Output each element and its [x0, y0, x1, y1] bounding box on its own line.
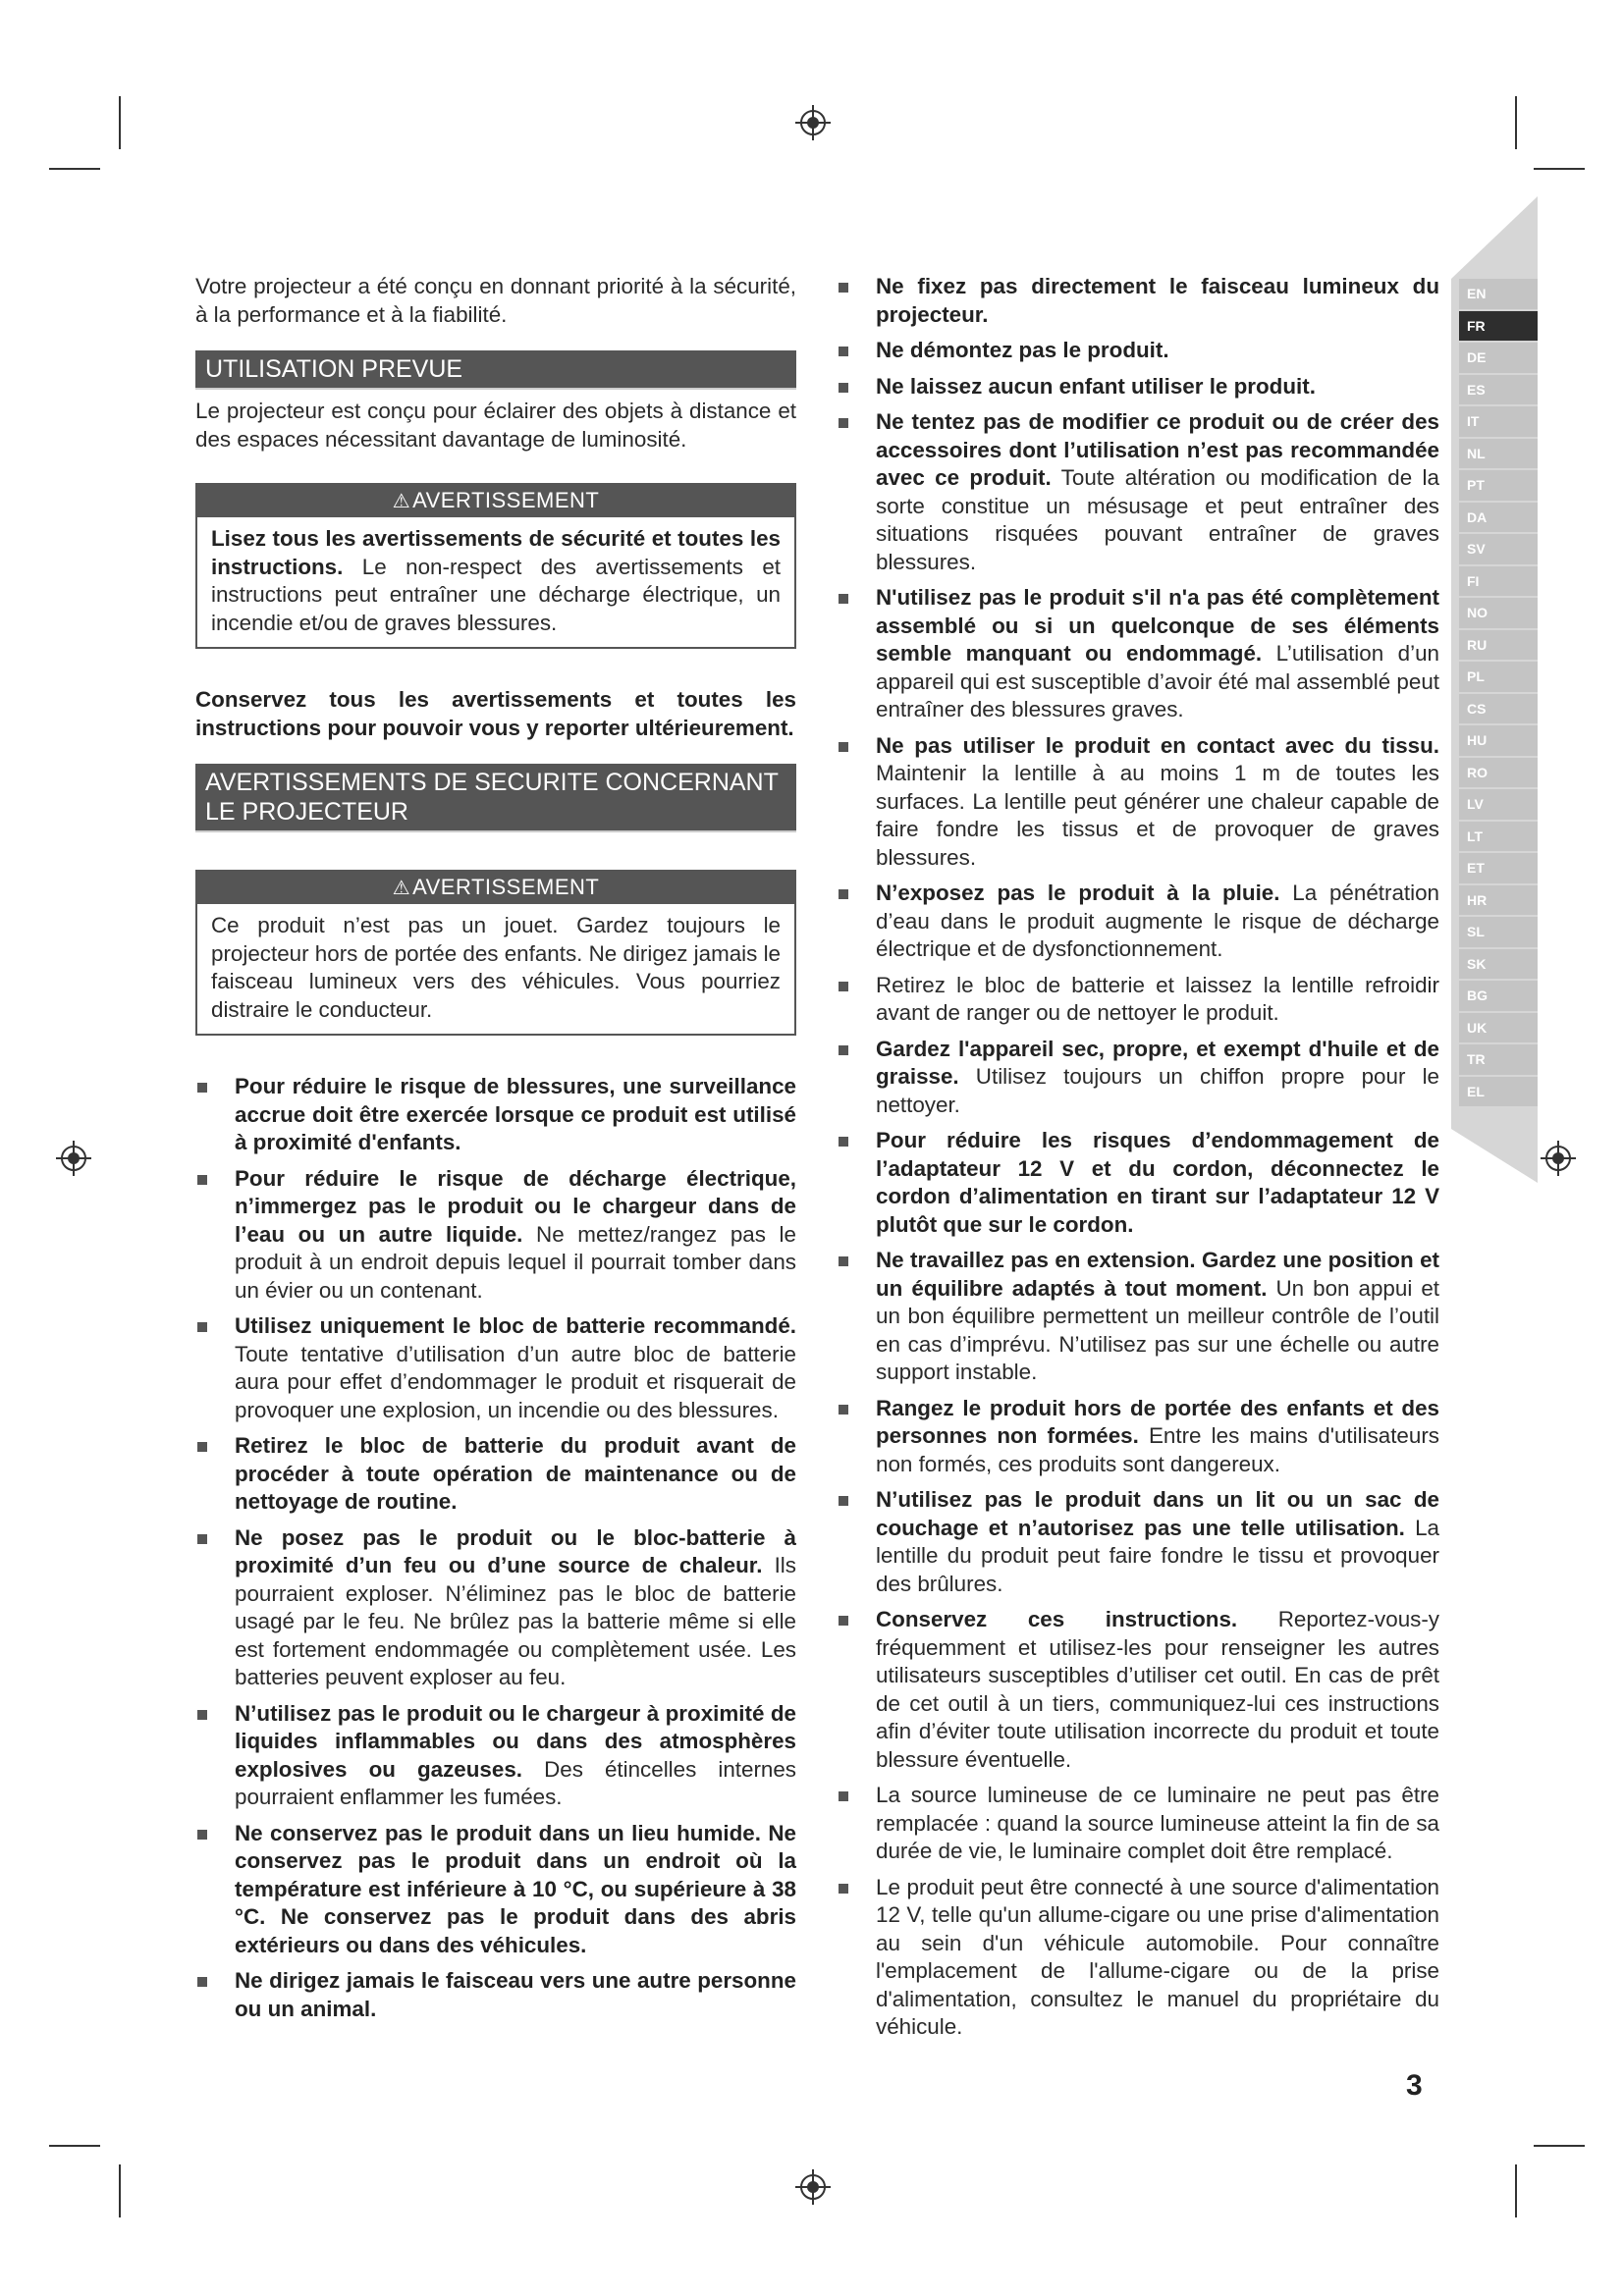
list-item-bold: N’utilisez pas le produit dans un lit ou un sac de couchage et n’autorisez pas une telle utilisation.	[876, 1487, 1439, 1540]
language-tab-tr: TR	[1459, 1044, 1538, 1075]
list-item	[837, 1395, 1439, 1479]
list-item-text: Ne mettez/rangez pas le produit à un endroit depuis lequel il pourrait tomber dans un évier ou un contenant.	[235, 1221, 796, 1303]
list-item-text: Utilisez toujours un chiffon propre pour le nettoyer.	[876, 1064, 1439, 1117]
list-item	[837, 972, 1439, 1028]
registration-mark-icon	[794, 104, 832, 141]
crop-mark	[49, 2145, 100, 2147]
list-item-bold: N'utilisez pas le produit s'il n'a pas été complètement assemblé ou si un quelconque de ses éléments semble manquant ou endommagé.	[876, 585, 1439, 666]
registration-mark-icon	[794, 2168, 832, 2206]
page-number: 3	[1406, 2069, 1423, 2102]
list-item-bold: Rangez le produit hors de portée des enfants et des personnes non formées.	[876, 1395, 1439, 1448]
list-item-bold: N’exposez pas le produit à la pluie.	[876, 881, 1280, 905]
left-column	[195, 273, 796, 2031]
list-item-text: Des étincelles internes pourraient enflammer les fumées.	[235, 1756, 797, 1809]
list-item-bold: Ne posez pas le produit ou le bloc-batterie à proximité d’un feu ou d’une source de chaleur.	[235, 1524, 796, 1577]
list-item	[195, 1700, 796, 1812]
language-tab-pl: PL	[1459, 662, 1538, 692]
list-item	[837, 1247, 1439, 1387]
list-item	[837, 1486, 1439, 1598]
list-item	[837, 1127, 1439, 1239]
language-tab-ru: RU	[1459, 630, 1538, 661]
list-item-bold: Conservez ces instructions.	[876, 1607, 1238, 1631]
list-item-bold: Ne tentez pas de modifier ce produit ou de créer des accessoires dont l’utilisation n’est pas recommandée avec ce produit.	[876, 409, 1439, 490]
list-item	[837, 584, 1439, 724]
list-item-bold: Ne laissez aucun enfant utiliser le produit.	[876, 373, 1316, 399]
crop-mark	[1515, 2164, 1517, 2217]
warning-body: Ce produit n’est pas un jouet. Gardez toujours le projecteur hors de portée des enfants. Ne dirigez jamais le faisceau lumineux vers des véhicules. Vous pourriez distraire le conducteur.	[211, 913, 781, 1022]
crop-mark	[49, 168, 100, 170]
warning-title: ⚠AVERTISSEMENT	[197, 485, 794, 517]
language-tab-uk: UK	[1459, 1013, 1538, 1043]
list-item-text: Reportez-vous-y fréquemment et utilisez-les pour renseigner les autres utilisateurs susceptibles d’utiliser cet outil. En cas de prêt de cet outil à un tiers, communiquez-lui ces instructions afin d’éviter toute utilisation incorrecte du produit et toute blessure éventuelle.	[876, 1607, 1439, 1772]
language-tab-hr: HR	[1459, 885, 1538, 916]
list-item-bold: N’utilisez pas le produit ou le chargeur à proximité de liquides inflammables ou dans des atmosphères explosives ou gazeuses.	[235, 1700, 796, 1782]
list-item-bold: Utilisez uniquement le bloc de batterie recommandé.	[235, 1313, 796, 1338]
language-tab-sk: SK	[1459, 949, 1538, 980]
list-item-text: La lentille du produit peut faire fondre le tissu et provoquer des brûlures.	[876, 1515, 1439, 1596]
language-tab-ro: RO	[1459, 758, 1538, 788]
language-tab-el: EL	[1459, 1077, 1538, 1107]
list-item-text: Maintenir la lentille à au moins 1 m de toutes les surfaces. La lentille peut générer une chaleur capable de faire fondre les tissus et de provoquer de graves blessures.	[876, 761, 1439, 870]
language-tab-pt: PT	[1459, 470, 1538, 501]
list-item-bold: Ne travaillez pas en extension. Gardez une position et un équilibre adaptés à tout moment.	[876, 1248, 1439, 1301]
language-tab-fr: FR	[1459, 311, 1538, 342]
language-tab-fi: FI	[1459, 566, 1538, 597]
language-tab-en: EN	[1459, 279, 1538, 309]
list-item	[195, 1073, 796, 1157]
list-item-bold: Pour réduire le risque de décharge électrique, n’immergez pas le produit ou le chargeur dans de l’eau ou un autre liquide.	[235, 1165, 796, 1247]
list-item-bold: Pour réduire les risques d’endommagement de l’adaptateur 12 V et du cordon, déconnectez le cordon d’alimentation en tirant sur l’adaptateur 12 V plutôt que sur le cordon.	[876, 1128, 1439, 1237]
list-item	[837, 1874, 1439, 2042]
crop-mark	[119, 96, 121, 149]
warning-triangle-icon: ⚠	[392, 491, 411, 512]
list-item-text: Retirez le bloc de batterie et laissez la lentille refroidir avant de ranger ou de nettoyer le produit.	[876, 972, 1439, 1025]
list-item-bold: Gardez l'appareil sec, propre, et exempt d'huile et de graisse.	[876, 1036, 1439, 1089]
list-item-text: La source lumineuse de ce luminaire ne peut pas être remplacée : quand la source lumineuse atteint la fin de sa durée de vie, le luminaire complet doit être remplacé.	[876, 1783, 1439, 1863]
intro-text: Votre projecteur a été conçu en donnant priorité à la sécurité, à la performance et à la fiabilité.	[195, 274, 796, 327]
crop-mark	[1534, 168, 1585, 170]
keep-instructions-text: Conservez tous les avertissements et toutes les instructions pour pouvoir vous y reporter ultérieurement.	[195, 687, 796, 740]
list-item	[195, 1312, 796, 1424]
list-item-text: Entre les mains d'utilisateurs non formés, ces produits sont dangereux.	[876, 1423, 1439, 1476]
list-item-text: Toute tentative d’utilisation d’un autre bloc de batterie aura pour effet d’endommager le produit et risquerait de provoquer une explosion, un incendie ou des blessures.	[235, 1341, 796, 1422]
right-column	[837, 273, 1439, 2050]
warning-box-general	[195, 483, 796, 649]
crop-mark	[119, 2164, 121, 2217]
right-bullet-list	[837, 273, 1439, 2042]
list-item-text: Le produit peut être connecté à une source d'alimentation 12 V, telle qu'un allume-cigare ou une prise d'alimentation au sein d'un véhicule automobile. Pour connaître l'emplacement de l'allume-cigare ou de la prise d'alimentation, consultez le manuel du propriétaire du véhicule.	[876, 1874, 1439, 2039]
list-item	[837, 1782, 1439, 1866]
warning-title: ⚠AVERTISSEMENT	[197, 872, 794, 904]
section-title-safety-warnings: AVERTISSEMENTS DE SECURITE CONCERNANT LE PROJECTEUR	[195, 764, 796, 832]
list-item	[837, 273, 1439, 329]
list-item	[837, 408, 1439, 576]
language-tab-strip	[1451, 196, 1544, 1183]
list-item-bold: Ne pas utiliser le produit en contact avec du tissu.	[876, 732, 1439, 758]
language-tab-lt: LT	[1459, 822, 1538, 852]
list-item	[195, 1165, 796, 1306]
list-item	[837, 337, 1439, 365]
list-item-bold: Ne fixez pas directement le faisceau lumineux du projecteur.	[876, 274, 1439, 327]
list-item-text: L’utilisation d’un appareil qui est susceptible d’avoir été mal assemblé peut entraîner des blessures graves.	[876, 641, 1440, 721]
list-item	[195, 1432, 796, 1517]
language-tab-hu: HU	[1459, 725, 1538, 756]
language-tab-et: ET	[1459, 853, 1538, 883]
language-tabs	[1459, 279, 1538, 1108]
list-item	[837, 373, 1439, 401]
list-item	[837, 732, 1439, 873]
list-item-bold: Ne dirigez jamais le faisceau vers une autre personne ou un animal.	[235, 1968, 796, 2021]
language-tab-es: ES	[1459, 375, 1538, 405]
language-tab-da: DA	[1459, 503, 1538, 533]
language-tab-no: NO	[1459, 598, 1538, 628]
section-title-intended-use: UTILISATION PREVUE	[195, 350, 796, 390]
list-item	[195, 1820, 796, 1960]
list-item-bold: Pour réduire le risque de blessures, une surveillance accrue doit être exercée lorsque ce produit est utilisé à proximité d'enfants.	[235, 1074, 796, 1154]
list-item-text: La pénétration d’eau dans le produit augmente le risque de décharge électrique et de dysfonctionnement.	[876, 881, 1440, 961]
left-bullet-list	[195, 1073, 796, 2023]
list-item-text: Ils pourraient exploser. N’éliminez pas le bloc de batterie usagé par le feu. Ne brûlez pas la batterie même si elle est fortement endommagée ou complètement usée. Les batteries peuvent exploser au feu.	[235, 1553, 796, 1689]
list-item-bold: Ne démontez pas le produit.	[876, 338, 1169, 362]
language-tab-sl: SL	[1459, 917, 1538, 947]
crop-mark	[1534, 2145, 1585, 2147]
registration-mark-icon	[1540, 1140, 1577, 1177]
list-item	[195, 1524, 796, 1692]
list-item-bold: Retirez le bloc de batterie du produit avant de procéder à toute opération de maintenance ou de nettoyage de routine.	[235, 1433, 796, 1514]
list-item	[837, 1036, 1439, 1120]
language-tab-it: IT	[1459, 406, 1538, 437]
list-item-text: Un bon appui et un bon équilibre permettent un meilleur contrôle de l’outil en cas d’imprévu. N’utilisez pas sur une échelle ou autre support instable.	[876, 1275, 1439, 1384]
language-tab-cs: CS	[1459, 694, 1538, 724]
crop-mark	[1515, 96, 1517, 149]
list-item	[837, 880, 1439, 964]
warning-box-toy	[195, 870, 796, 1036]
list-item	[195, 1967, 796, 2023]
intended-use-text: Le projecteur est conçu pour éclairer des objets à distance et des espaces nécessitant davantage de luminosité.	[195, 399, 796, 452]
language-tab-lv: LV	[1459, 789, 1538, 820]
language-tab-nl: NL	[1459, 439, 1538, 469]
language-tab-sv: SV	[1459, 534, 1538, 564]
warning-triangle-icon: ⚠	[392, 878, 411, 899]
list-item-text: Toute altération ou modification de la sorte constitue un mésusage et peut entraîner des situations risquées pouvant entraîner de graves blessures.	[876, 465, 1439, 574]
registration-mark-icon	[55, 1140, 92, 1177]
warning-body: Lisez tous les avertissements de sécurité et toutes les instructions. Le non-respect des avertissements et instructions peut entraîner une décharge électrique, un incendie et/ou de graves blessures.	[211, 526, 781, 635]
language-tab-de: DE	[1459, 343, 1538, 373]
list-item	[837, 1606, 1439, 1774]
language-tab-bg: BG	[1459, 981, 1538, 1011]
list-item-bold: Ne conservez pas le produit dans un lieu humide. Ne conservez pas le produit dans un endroit où la température est inférieure à 10 °C, ou supérieure à 38 °C. Ne conservez pas le produit dans des abris extérieurs ou dans des véhicules.	[235, 1820, 796, 1957]
